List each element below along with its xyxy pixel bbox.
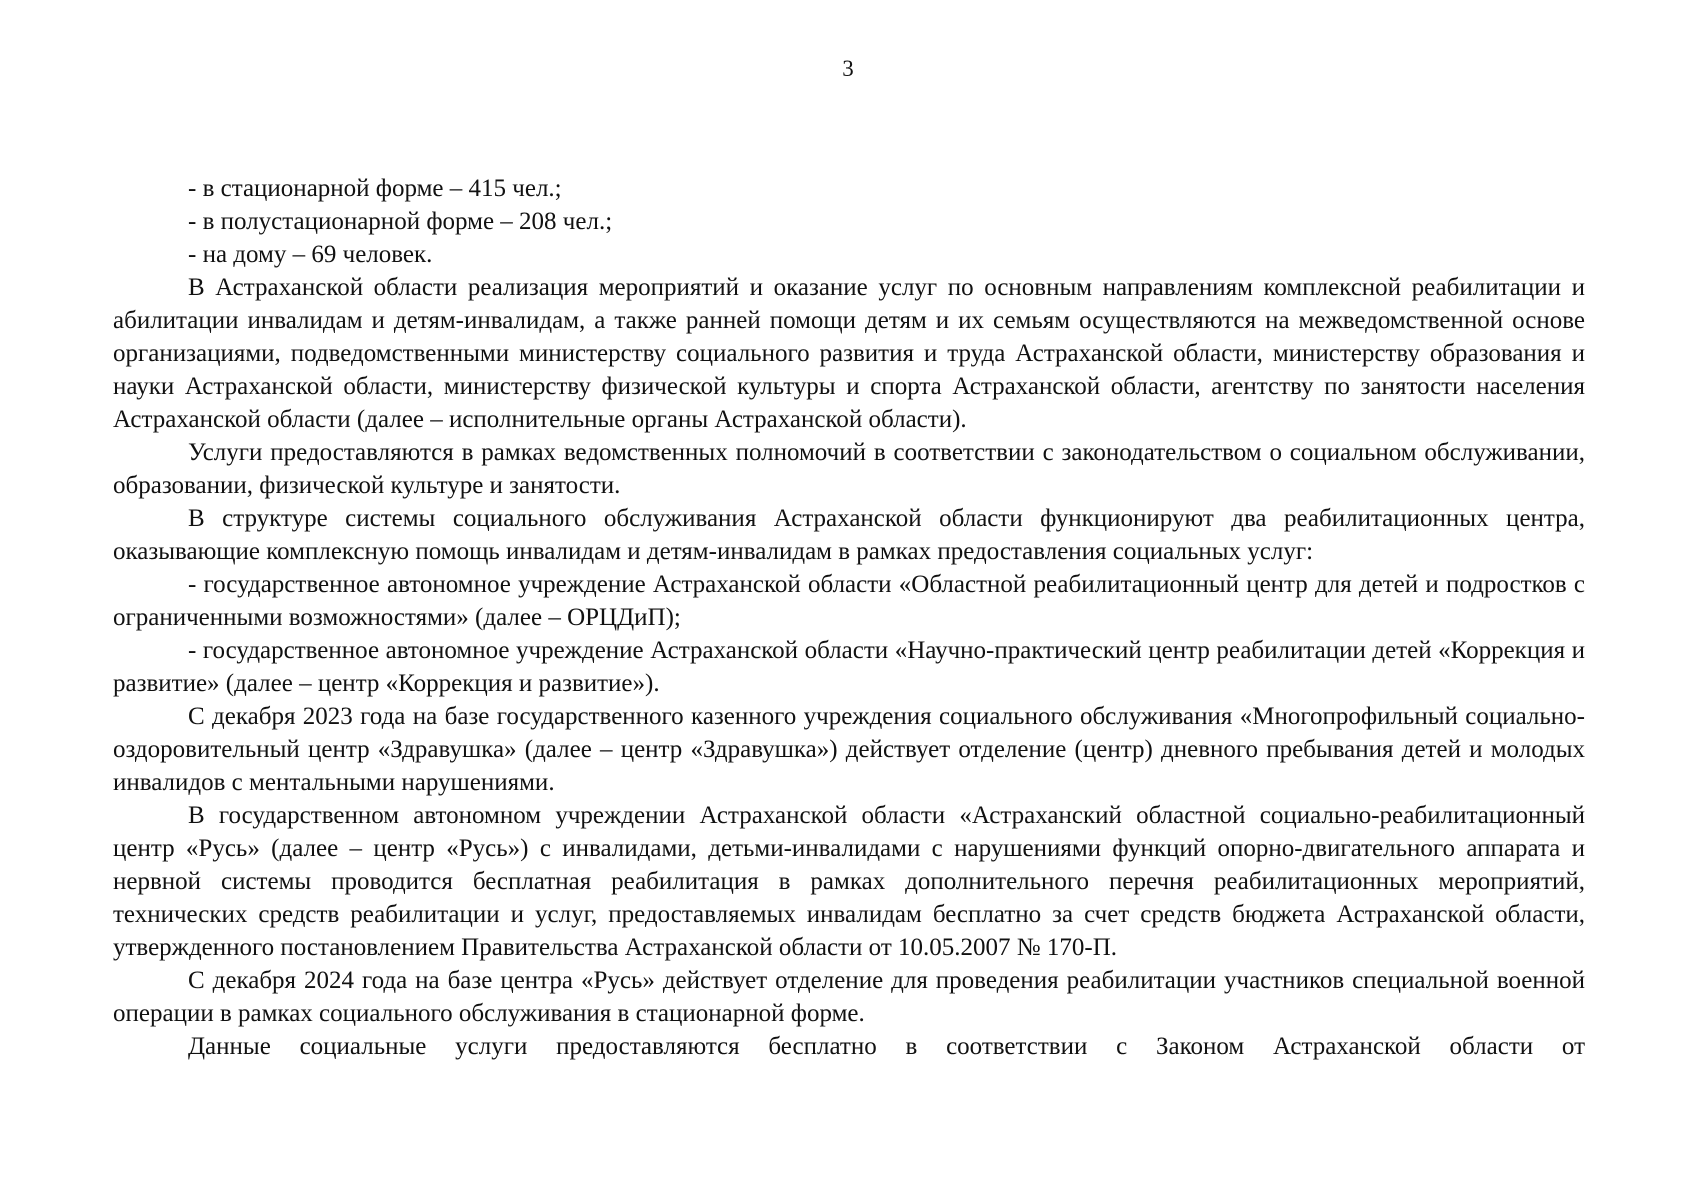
list-item-at-home: - на дому – 69 человек. (188, 241, 433, 268)
paragraph-free-services: Данные социальные услуги предоставляются бесплатно в соответствии с Законом Астраханской области от (188, 1033, 1585, 1060)
list-item-semi-stationary: - в полустационарной форме – 208 чел.; (188, 208, 613, 235)
paragraph-rehab-centers: В структуре системы социального обслуживания Астраханской области функционируют два реабилитационных центра, оказывающие комплексную помощь инвалидам и детям-инвалидам в рамках предоставления социальных услуг: (113, 505, 1585, 565)
paragraph-organizations: В Астраханской области реализация мероприятий и оказание услуг по основным направлениям комплексной реабилитации и абилитации инвалидам и детям-инвалидам, а также ранней помощи детям и их семьям осуществляются на межведомственной основе организациями, подведомственными министерству социального развития и труда Астраханской области, министерству образования и науки Астраханской области, министерству физической культуры и спорта Астраханской области, агентству по занятости населения Астраханской области (далее – исполнительные органы Астраханской области). (113, 274, 1585, 433)
document-body (113, 172, 1585, 1063)
page-number: 3 (842, 56, 854, 81)
paragraph-svo-department: С декабря 2024 года на базе центра «Русь» действует отделение для проведения реабилитации участников специальной военной операции в рамках социального обслуживания в стационарной форме. (113, 967, 1585, 1027)
list-item-stationary: - в стационарной форме – 415 чел.; (188, 175, 562, 202)
list-item-orcdip: - государственное автономное учреждение Астраханской области «Областной реабилитационный центр для детей и подростков с ограниченными возможностями» (далее – ОРЦДиП); (113, 571, 1585, 631)
list-item-correction-center: - государственное автономное учреждение Астраханской области «Научно-практический центр реабилитации детей «Коррекция и развитие» (далее – центр «Коррекция и развитие»). (113, 637, 1585, 697)
paragraph-zdravushka: С декабря 2023 года на базе государственного казенного учреждения социального обслуживания «Многопрофильный социально-оздоровительный центр «Здравушка» (далее – центр «Здравушка») действует отделение (центр) дневного пребывания детей и молодых инвалидов с ментальными нарушениями. (113, 703, 1585, 796)
paragraph-services-scope: Услуги предоставляются в рамках ведомственных полномочий в соответствии с законодательством о социальном обслуживании, образовании, физической культуре и занятости. (113, 439, 1585, 499)
paragraph-rus-center: В государственном автономном учреждении Астраханской области «Астраханский областной социально-реабилитационный центр «Русь» (далее – центр «Русь») с инвалидами, детьми-инвалидами с нарушениями функций опорно-двигательного аппарата и нервной системы проводится бесплатная реабилитация в рамках дополнительного перечня реабилитационных мероприятий, технических средств реабилитации и услуг, предоставляемых инвалидам бесплатно за счет средств бюджета Астраханской области, утвержденного постановлением Правительства Астраханской области от 10.05.2007 № 170-П. (113, 802, 1585, 961)
